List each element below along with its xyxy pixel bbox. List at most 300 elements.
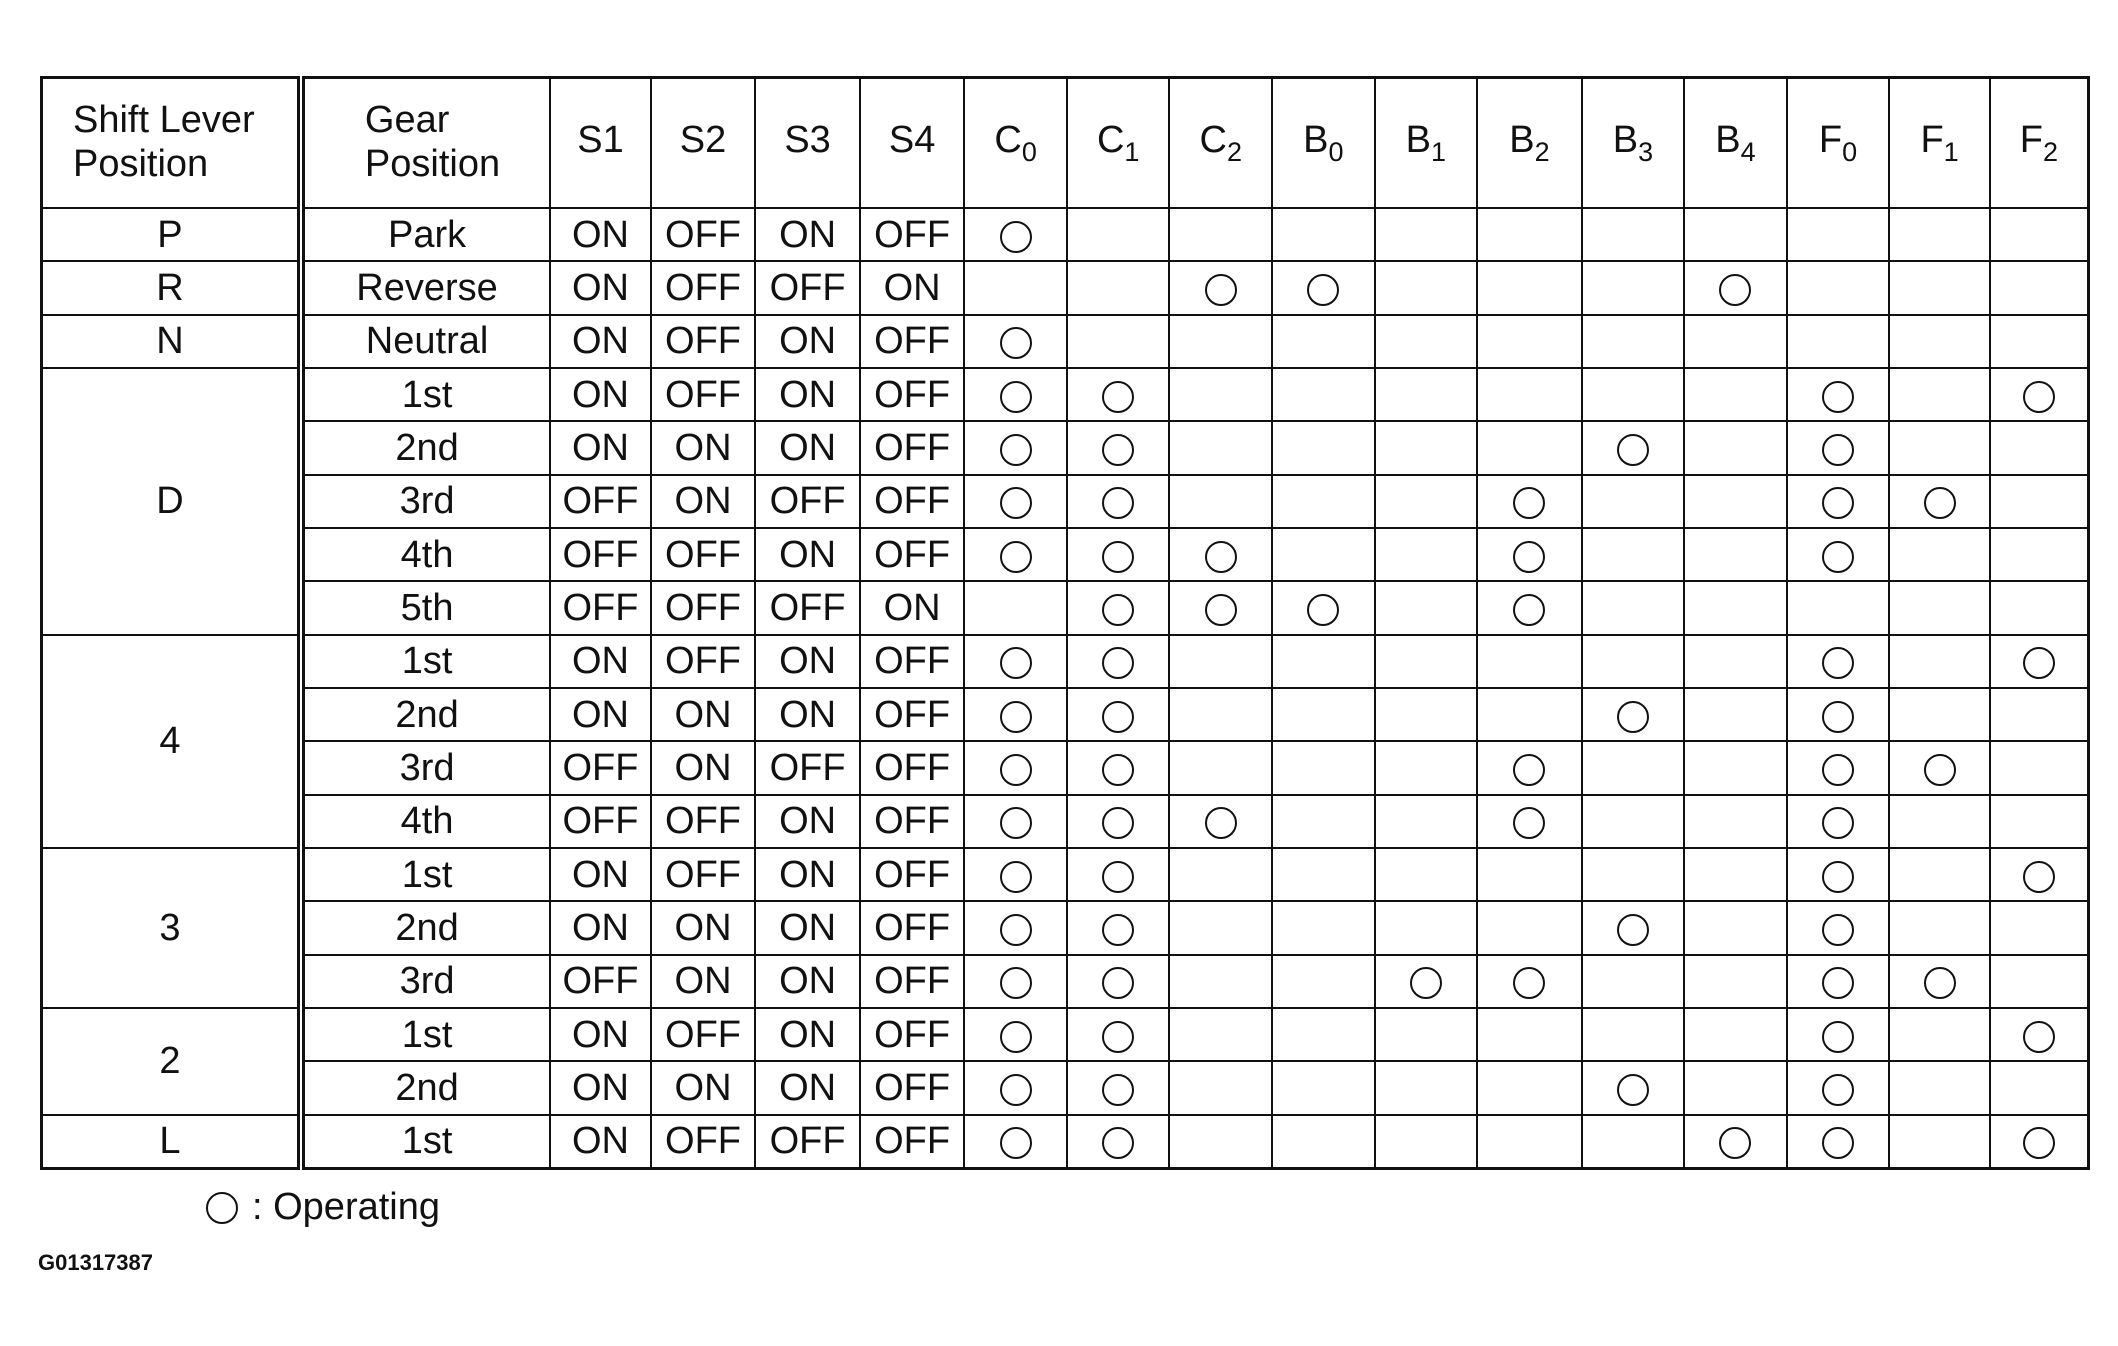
header-b1 (1375, 78, 1478, 209)
operating-circle-icon (1822, 434, 1854, 466)
c1-cell (1067, 688, 1170, 741)
c1-cell (1067, 581, 1170, 634)
header-label: F (1920, 118, 1944, 161)
operating-circle-icon (1205, 274, 1237, 306)
solenoid-s3-cell: ON (755, 688, 860, 741)
c2-cell (1169, 315, 1272, 368)
solenoid-s2-cell: ON (651, 475, 756, 528)
f0-cell (1787, 741, 1890, 794)
f1-cell (1889, 528, 1990, 581)
f1-cell (1889, 315, 1990, 368)
f2-cell (1990, 955, 2089, 1008)
b0-cell (1272, 208, 1375, 261)
gear-position-cell: 1st (301, 1008, 550, 1061)
solenoid-s4-cell: OFF (860, 688, 965, 741)
header-f2 (1990, 78, 2089, 209)
solenoid-s1-cell: OFF (550, 741, 651, 794)
operation-chart-table (40, 76, 2090, 1170)
solenoid-s3-cell: ON (755, 795, 860, 848)
c2-cell (1169, 475, 1272, 528)
solenoid-s3-cell: ON (755, 1061, 860, 1114)
solenoid-s3-cell: OFF (755, 475, 860, 528)
operating-circle-icon (1822, 807, 1854, 839)
f0-cell (1787, 261, 1890, 314)
gear-position-cell: 2nd (301, 1061, 550, 1114)
c0-cell (964, 955, 1067, 1008)
solenoid-s1-cell: ON (550, 315, 651, 368)
f2-cell (1990, 688, 2089, 741)
b2-cell (1477, 1115, 1582, 1169)
f1-cell (1889, 848, 1990, 901)
operating-circle-icon (1924, 967, 1956, 999)
f0-cell (1787, 475, 1890, 528)
b1-cell (1375, 475, 1478, 528)
table-row (42, 208, 2089, 261)
gear-position-cell: 3rd (301, 475, 550, 528)
solenoid-s3-cell: ON (755, 421, 860, 474)
header-b4 (1684, 78, 1787, 209)
b2-cell (1477, 208, 1582, 261)
b0-cell (1272, 421, 1375, 474)
table-row (42, 261, 2089, 314)
f0-cell (1787, 315, 1890, 368)
solenoid-s4-cell: OFF (860, 1008, 965, 1061)
b4-cell (1684, 261, 1787, 314)
f2-cell (1990, 901, 2089, 954)
b2-cell (1477, 688, 1582, 741)
b3-cell (1582, 261, 1685, 314)
solenoid-s4-cell: OFF (860, 1061, 965, 1114)
b2-cell (1477, 581, 1582, 634)
operating-circle-icon (1307, 594, 1339, 626)
c0-cell (964, 261, 1067, 314)
f1-cell (1889, 208, 1990, 261)
operating-circle-icon (1822, 647, 1854, 679)
header-subscript: 2 (1534, 136, 1550, 167)
solenoid-s3-cell: ON (755, 901, 860, 954)
operating-circle-icon (1102, 967, 1134, 999)
f0-cell (1787, 848, 1890, 901)
operating-circle-icon (1822, 1127, 1854, 1159)
c1-cell (1067, 635, 1170, 688)
c0-cell (964, 848, 1067, 901)
b0-cell (1272, 368, 1375, 421)
solenoid-s1-cell: ON (550, 421, 651, 474)
b4-cell (1684, 688, 1787, 741)
table-row (42, 848, 2089, 901)
header-f1 (1889, 78, 1990, 209)
operating-circle-icon (1102, 594, 1134, 626)
gear-position-cell: 1st (301, 848, 550, 901)
b2-cell (1477, 315, 1582, 368)
table-header (42, 78, 2089, 209)
solenoid-s3-cell: ON (755, 848, 860, 901)
solenoid-s3-cell: ON (755, 368, 860, 421)
solenoid-s4-cell: OFF (860, 848, 965, 901)
c1-cell (1067, 1061, 1170, 1114)
header-subscript: 1 (1124, 136, 1140, 167)
header-b2 (1477, 78, 1582, 209)
b2-cell (1477, 528, 1582, 581)
f0-cell (1787, 581, 1890, 634)
header-label: B (1715, 118, 1741, 161)
operating-circle-icon (1000, 1127, 1032, 1159)
b1-cell (1375, 901, 1478, 954)
solenoid-s4-cell: OFF (860, 315, 965, 368)
f1-cell (1889, 261, 1990, 314)
c1-cell (1067, 795, 1170, 848)
b3-cell (1582, 741, 1685, 794)
solenoid-s3-cell: OFF (755, 261, 860, 314)
b2-cell (1477, 848, 1582, 901)
operating-circle-icon (1000, 754, 1032, 786)
b4-cell (1684, 635, 1787, 688)
solenoid-s4-cell: ON (860, 581, 965, 634)
c2-cell (1169, 848, 1272, 901)
b0-cell (1272, 688, 1375, 741)
operating-circle-icon (1822, 914, 1854, 946)
b1-cell (1375, 581, 1478, 634)
solenoid-s2-cell: OFF (651, 1008, 756, 1061)
table-row (42, 475, 2089, 528)
f1-cell (1889, 901, 1990, 954)
operating-circle-icon (1205, 541, 1237, 573)
gear-position-cell: 3rd (301, 741, 550, 794)
operating-circle-icon (1719, 1127, 1751, 1159)
header-subscript: 3 (1638, 136, 1654, 167)
operating-circle-icon (1822, 701, 1854, 733)
gear-position-cell: 2nd (301, 421, 550, 474)
header-b0 (1272, 78, 1375, 209)
b3-cell (1582, 581, 1685, 634)
b1-cell (1375, 1061, 1478, 1114)
b0-cell (1272, 261, 1375, 314)
solenoid-s1-cell: ON (550, 1008, 651, 1061)
operating-circle-icon (1822, 541, 1854, 573)
f2-cell (1990, 1115, 2089, 1169)
solenoid-s1-cell: ON (550, 1115, 651, 1169)
b0-cell (1272, 848, 1375, 901)
solenoid-s1-cell: OFF (550, 795, 651, 848)
shift-lever-cell: 2 (42, 1008, 301, 1115)
operating-circle-icon (1513, 754, 1545, 786)
c1-cell (1067, 475, 1170, 528)
f2-cell (1990, 848, 2089, 901)
f1-cell (1889, 1008, 1990, 1061)
solenoid-s1-cell: ON (550, 1061, 651, 1114)
b3-cell (1582, 1061, 1685, 1114)
c1-cell (1067, 1115, 1170, 1169)
shift-lever-cell: 4 (42, 635, 301, 848)
header-gear-position: Gear Position (301, 78, 550, 209)
solenoid-s1-cell: ON (550, 368, 651, 421)
c0-cell (964, 795, 1067, 848)
operating-circle-icon (1924, 754, 1956, 786)
operating-circle-icon (1000, 1021, 1032, 1053)
b2-cell (1477, 1061, 1582, 1114)
b1-cell (1375, 421, 1478, 474)
solenoid-s4-cell: OFF (860, 635, 965, 688)
c2-cell (1169, 901, 1272, 954)
b4-cell (1684, 741, 1787, 794)
f1-cell (1889, 1061, 1990, 1114)
header-label: C (1096, 118, 1125, 161)
c0-cell (964, 635, 1067, 688)
solenoid-s4-cell: OFF (860, 208, 965, 261)
header-row (42, 78, 2089, 209)
b4-cell (1684, 955, 1787, 1008)
table-row (42, 1008, 2089, 1061)
header-c0 (964, 78, 1067, 209)
gear-position-cell: 1st (301, 368, 550, 421)
operating-circle-icon (1513, 487, 1545, 519)
solenoid-s4-cell: OFF (860, 528, 965, 581)
solenoid-s2-cell: ON (651, 901, 756, 954)
figure-code: G01317387 (38, 1250, 153, 1275)
c0-cell (964, 315, 1067, 368)
header-label: C (994, 118, 1022, 161)
gear-position-cell: 4th (301, 795, 550, 848)
operating-circle-icon (1000, 914, 1032, 946)
operating-circle-icon (1000, 381, 1032, 413)
operating-circle-icon (2023, 1021, 2055, 1053)
table-row (42, 795, 2089, 848)
solenoid-s4-cell: OFF (860, 421, 965, 474)
solenoid-s3-cell: ON (755, 528, 860, 581)
b4-cell (1684, 208, 1787, 261)
c1-cell (1067, 421, 1170, 474)
header-s4 (860, 78, 965, 209)
b1-cell (1375, 261, 1478, 314)
header-label: F (2019, 118, 2044, 161)
c0-cell (964, 1061, 1067, 1114)
f1-cell (1889, 635, 1990, 688)
b4-cell (1684, 1008, 1787, 1061)
b4-cell (1684, 901, 1787, 954)
header-b3 (1582, 78, 1685, 209)
gear-position-cell: 5th (301, 581, 550, 634)
b1-cell (1375, 1008, 1478, 1061)
f1-cell (1889, 741, 1990, 794)
solenoid-s3-cell: ON (755, 635, 860, 688)
b1-cell (1375, 635, 1478, 688)
c0-cell (964, 368, 1067, 421)
shift-lever-cell: R (42, 261, 301, 314)
solenoid-s2-cell: OFF (651, 261, 756, 314)
header-subscript: 1 (1431, 136, 1447, 167)
header-s1 (550, 78, 651, 209)
b3-cell (1582, 528, 1685, 581)
c2-cell (1169, 261, 1272, 314)
header-label: S3 (784, 118, 831, 161)
b2-cell (1477, 261, 1582, 314)
header-c1 (1067, 78, 1170, 209)
operating-circle-icon (1000, 327, 1032, 359)
f2-cell (1990, 1008, 2089, 1061)
f2-cell (1990, 421, 2089, 474)
operating-circle-icon (1924, 487, 1956, 519)
solenoid-s1-cell: OFF (550, 955, 651, 1008)
solenoid-s2-cell: ON (651, 741, 756, 794)
header-label: B (1303, 118, 1329, 161)
operating-circle-icon (1822, 1021, 1854, 1053)
b0-cell (1272, 901, 1375, 954)
solenoid-s1-cell: ON (550, 901, 651, 954)
solenoid-s4-cell: OFF (860, 741, 965, 794)
operating-circle-icon (1102, 1021, 1134, 1053)
b4-cell (1684, 315, 1787, 368)
legend (206, 1186, 440, 1229)
b0-cell (1272, 475, 1375, 528)
b2-cell (1477, 955, 1582, 1008)
f2-cell (1990, 635, 2089, 688)
header-subscript: 0 (1021, 136, 1037, 167)
b2-cell (1477, 795, 1582, 848)
table-row (42, 955, 2089, 1008)
operating-circle-icon (1822, 381, 1854, 413)
operating-circle-icon (1102, 381, 1134, 413)
operating-circle-icon (1102, 807, 1134, 839)
operating-circle-icon (1205, 807, 1237, 839)
solenoid-s4-cell: OFF (860, 901, 965, 954)
operating-circle-icon (1102, 647, 1134, 679)
solenoid-s2-cell: ON (651, 955, 756, 1008)
solenoid-s3-cell: ON (755, 208, 860, 261)
b1-cell (1375, 315, 1478, 368)
c0-cell (964, 528, 1067, 581)
f2-cell (1990, 795, 2089, 848)
b1-cell (1375, 528, 1478, 581)
b4-cell (1684, 421, 1787, 474)
b4-cell (1684, 1115, 1787, 1169)
f1-cell (1889, 581, 1990, 634)
f1-cell (1889, 1115, 1990, 1169)
solenoid-s1-cell: ON (550, 688, 651, 741)
operating-circle-icon (1000, 701, 1032, 733)
b0-cell (1272, 1008, 1375, 1061)
solenoid-s1-cell: ON (550, 635, 651, 688)
operating-circle-icon (2023, 1127, 2055, 1159)
c2-cell (1169, 421, 1272, 474)
c1-cell (1067, 261, 1170, 314)
header-label: B (1612, 118, 1639, 161)
f0-cell (1787, 208, 1890, 261)
solenoid-s4-cell: OFF (860, 368, 965, 421)
header-s3 (755, 78, 860, 209)
c2-cell (1169, 1008, 1272, 1061)
operating-circle-icon (206, 1192, 238, 1224)
header-label: C (1199, 118, 1227, 161)
f2-cell (1990, 315, 2089, 368)
c0-cell (964, 688, 1067, 741)
b1-cell (1375, 1115, 1478, 1169)
gear-position-cell: 1st (301, 1115, 550, 1169)
b2-cell (1477, 635, 1582, 688)
solenoid-s2-cell: OFF (651, 635, 756, 688)
c2-cell (1169, 581, 1272, 634)
gear-position-cell: Park (301, 208, 550, 261)
solenoid-s2-cell: OFF (651, 1115, 756, 1169)
c2-cell (1169, 795, 1272, 848)
solenoid-s4-cell: OFF (860, 955, 965, 1008)
b3-cell (1582, 1008, 1685, 1061)
f2-cell (1990, 475, 2089, 528)
b3-cell (1582, 208, 1685, 261)
operating-circle-icon (1102, 861, 1134, 893)
c0-cell (964, 581, 1067, 634)
header-subscript: 0 (1328, 136, 1344, 167)
c0-cell (964, 901, 1067, 954)
table-row (42, 741, 2089, 794)
table-row (42, 1061, 2089, 1114)
operating-circle-icon (1822, 487, 1854, 519)
solenoid-s3-cell: OFF (755, 581, 860, 634)
header-subscript: 2 (2043, 136, 2059, 167)
header-subscript: 1 (1943, 136, 1959, 167)
c2-cell (1169, 1061, 1272, 1114)
f1-cell (1889, 688, 1990, 741)
solenoid-s2-cell: OFF (651, 848, 756, 901)
solenoid-s4-cell: OFF (860, 475, 965, 528)
header-subscript: 4 (1740, 136, 1756, 167)
f0-cell (1787, 1008, 1890, 1061)
solenoid-s3-cell: ON (755, 955, 860, 1008)
operating-circle-icon (1000, 807, 1032, 839)
b1-cell (1375, 688, 1478, 741)
table-row (42, 1115, 2089, 1169)
header-subscript: 2 (1226, 136, 1242, 167)
operating-circle-icon (1102, 754, 1134, 786)
operating-circle-icon (1617, 1074, 1649, 1106)
operating-circle-icon (1000, 541, 1032, 573)
b2-cell (1477, 368, 1582, 421)
solenoid-s3-cell: ON (755, 1008, 860, 1061)
gear-position-cell: 1st (301, 635, 550, 688)
f1-cell (1889, 955, 1990, 1008)
f0-cell (1787, 421, 1890, 474)
c2-cell (1169, 635, 1272, 688)
operating-circle-icon (1000, 221, 1032, 253)
c2-cell (1169, 1115, 1272, 1169)
b3-cell (1582, 315, 1685, 368)
b0-cell (1272, 528, 1375, 581)
operating-circle-icon (1307, 274, 1339, 306)
b0-cell (1272, 315, 1375, 368)
f2-cell (1990, 528, 2089, 581)
c2-cell (1169, 688, 1272, 741)
table-row (42, 635, 2089, 688)
solenoid-s2-cell: OFF (651, 581, 756, 634)
b4-cell (1684, 581, 1787, 634)
b4-cell (1684, 528, 1787, 581)
c1-cell (1067, 955, 1170, 1008)
operating-circle-icon (1822, 1074, 1854, 1106)
solenoid-s2-cell: ON (651, 421, 756, 474)
f0-cell (1787, 528, 1890, 581)
b0-cell (1272, 1115, 1375, 1169)
legend-text: : Operating (252, 1186, 440, 1228)
solenoid-s4-cell: OFF (860, 1115, 965, 1169)
solenoid-s2-cell: ON (651, 1061, 756, 1114)
operating-circle-icon (1102, 701, 1134, 733)
f0-cell (1787, 955, 1890, 1008)
c1-cell (1067, 208, 1170, 261)
shift-lever-cell: 3 (42, 848, 301, 1008)
solenoid-s1-cell: OFF (550, 475, 651, 528)
header-shift-lever-position: Shift Lever Position (42, 78, 301, 209)
header-s2 (651, 78, 756, 209)
operating-circle-icon (1822, 861, 1854, 893)
